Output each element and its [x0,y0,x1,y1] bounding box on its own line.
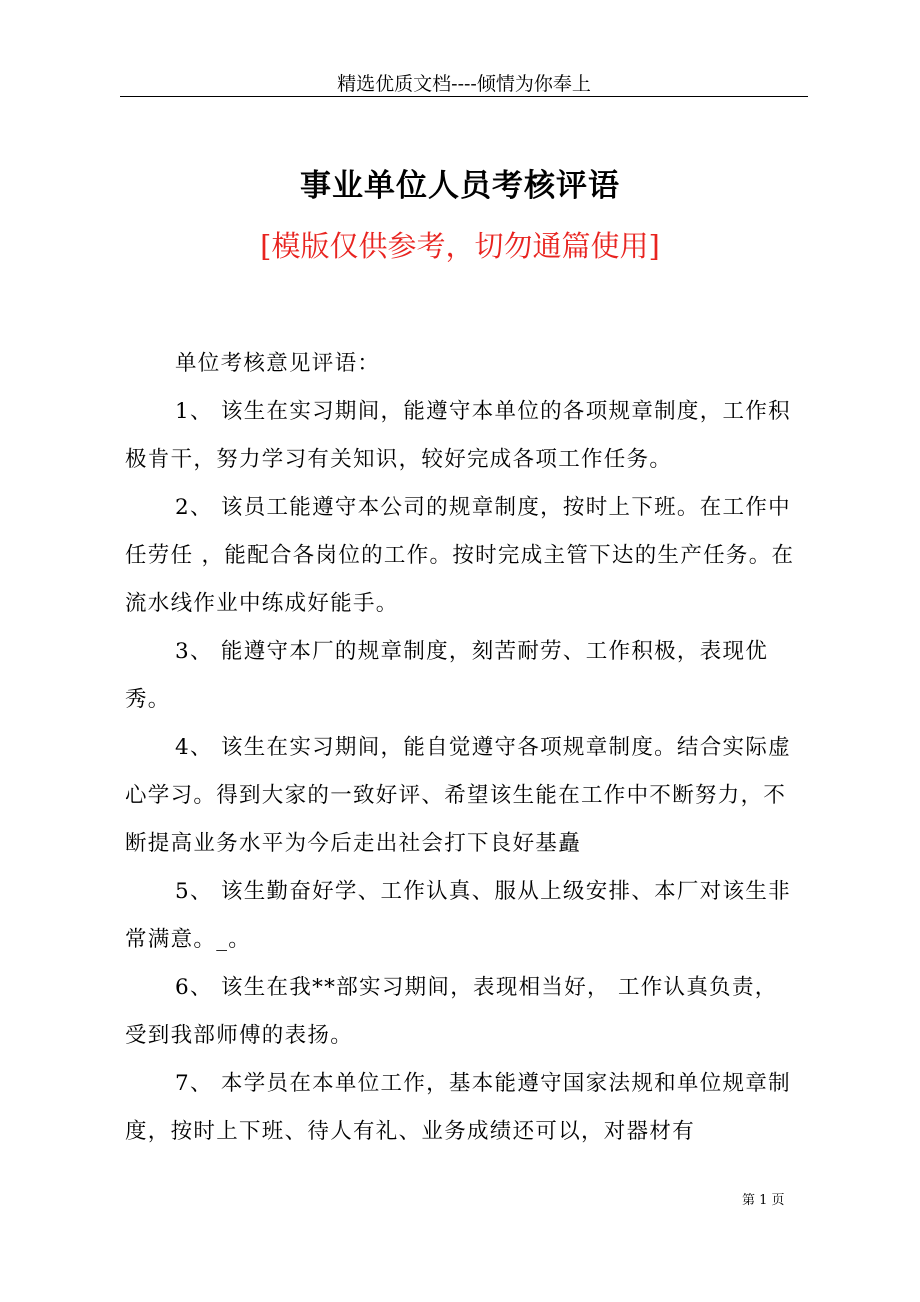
list-item-5: 5、 该生勤奋好学、工作认真、服从上级安排、本厂对该生非常满意。_。 [125,879,791,952]
page-header: 精选优质文档----倾情为你奉上 [337,73,591,95]
intro-line: 单位考核意见评语： [175,351,381,376]
list-item-4: 4、 该生在实习期间，能自觉遵守各项规章制度。结合实际虚心学习。得到大家的一致好评、希望该生能在工作中不断努力，不断提高业务水平为今后走出社会打下良好基矗 [125,735,791,856]
list-item-3: 3、 能遵守本厂的规章制度，刻苦耐劳、工作积极，表现优秀。 [125,639,769,712]
list-item-2: 2、 该员工能遵守本公司的规章制度，按时上下班。在工作中任劳任 ，能配合各岗位的工作。按时完成主管下达的生产任务。在流水线作业中练成好能手。 [125,495,795,616]
header-divider [120,96,808,97]
list-item-7: 7、 本学员在本单位工作，基本能遵守国家法规和单位规章制度，按时上下班、待人有礼、业务成绩还可以，对器材有 [125,1071,791,1144]
document-body [125,340,795,1156]
page-number: 第 1 页 [742,1193,785,1208]
document-subtitle: [模版仅供参考，切勿通篇使用] [260,229,660,263]
list-item-1: 1、 该生在实习期间，能遵守本单位的各项规章制度，工作积极肯干，努力学习有关知识，较好完成各项工作任务。 [125,399,791,472]
document-title: 事业单位人员考核评语 [300,168,620,204]
list-item-6: 6、 该生在我**部实习期间，表现相当好， 工作认真负责，受到我部师傅的表扬。 [125,975,778,1048]
